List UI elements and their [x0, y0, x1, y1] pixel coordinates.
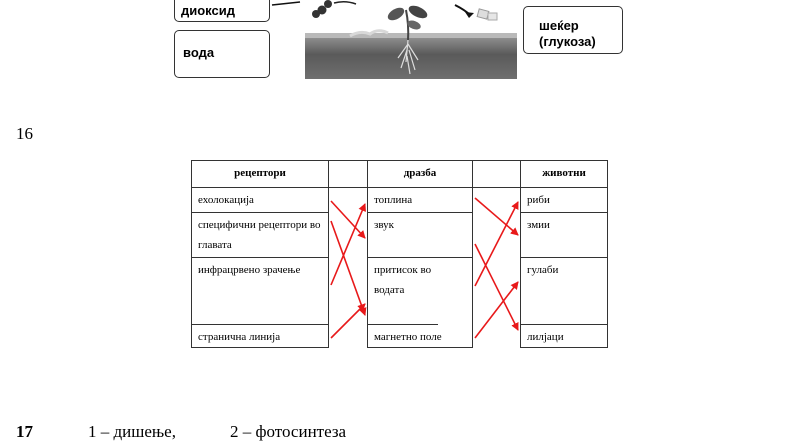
- leaf-icon: [386, 5, 407, 23]
- match-arrow: [475, 202, 518, 286]
- question-16-number: 16: [16, 124, 33, 143]
- receptor-cell: инфрацрвено зрачење: [192, 258, 328, 325]
- water-label: вода: [183, 45, 215, 60]
- match-arrow: [331, 204, 365, 285]
- match-arrow: [331, 201, 365, 238]
- receptor-cell: специфични рецептори во главата: [192, 213, 328, 258]
- sugar-crystal-icon: [477, 9, 489, 19]
- dioxide-label-box: [174, 0, 270, 22]
- question-17-number: 17: [16, 422, 33, 441]
- header-receptors: рецептори: [192, 161, 328, 188]
- plant-illustration: [270, 0, 520, 80]
- table-gap-header: [329, 160, 367, 188]
- receptor-cell: ехолокација: [192, 188, 328, 213]
- table-gap-header: [473, 160, 520, 188]
- table-column-stimuli: [367, 160, 473, 348]
- animal-cell: гулаби: [521, 258, 607, 325]
- animal-cell: риби: [521, 188, 607, 213]
- answer-1: 1 – дишење,: [88, 422, 176, 441]
- water-label-box: [174, 30, 270, 78]
- answer-2: 2 – фотосинтеза: [230, 422, 347, 441]
- table-column-animals: [520, 160, 608, 348]
- sugar-label-box: [523, 6, 623, 54]
- sugar-label-line1: шеќер: [539, 18, 579, 33]
- stimulus-cell: магнетно поле: [374, 331, 442, 343]
- dioxide-label: диоксид: [181, 3, 235, 18]
- stimulus-cell: притисок во водата: [368, 258, 438, 325]
- stimulus-cell: топлина: [368, 188, 472, 213]
- stimulus-cell: звук: [368, 213, 472, 258]
- match-arrow: [331, 304, 365, 338]
- sugar-label-line2: (глукоза): [539, 34, 596, 49]
- header-animals: животни: [521, 161, 607, 188]
- match-arrow: [475, 198, 518, 235]
- match-arrow: [331, 221, 365, 315]
- table-column-receptors: [191, 160, 329, 348]
- receptor-cell: странична линија: [198, 331, 281, 343]
- match-arrow: [475, 282, 518, 338]
- header-stimuli: дразба: [368, 161, 472, 188]
- match-arrow: [475, 244, 518, 330]
- animal-cell: лилјаци: [527, 331, 564, 343]
- animal-cell: змии: [521, 213, 607, 258]
